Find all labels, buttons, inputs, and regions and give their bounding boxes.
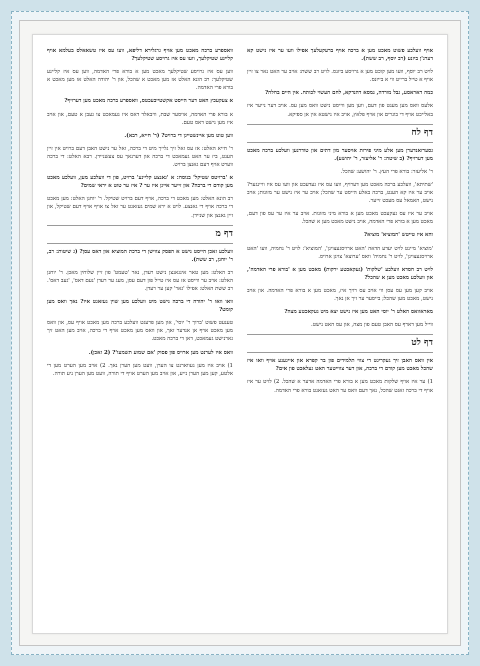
text-block: ר' אליעזר: בורא פרי העץ. ר' יהושע: שהכל. (340, 168, 433, 175)
text-block: 'שתיתא', וועלכע ברכה מאכט מען דערויף, וועו עס איז געדעכט און וועו עס איז וויינגער? אויב ער איז קא הענט, ברכה באלע הייסט ער שהכל; אויב ער איז נישט ער מזונות; אויב נישט, האמאל עס מעכט זייער. (247, 181, 433, 205)
text-block: ר' חייא האלט: אז עס זאל זיך גלייך מיט די ברכה, זאל ער נישט האבן דעם ברויט אין זיין הענט, ביז ער האט געמאכט די ברכה און דערנאך עס צעשניידן. רבא האלט: די ברכה ווערט אויף דעם גאנצן ברויט. (47, 145, 233, 169)
text-block: וואס איז לערנט מען ארויס פון פסוק 'אם שמוע תשמעו'? (2 זאכן). (88, 349, 233, 356)
text-block: והא איז טייטש 'המוציא' מוציא? (363, 232, 433, 239)
text-block: ווען עס איז גרויסע שטיקלעך מאכט מען א בורא פרי האדמה, ווען עס איז קליינע שטיקלעך: רב הונא האלט אז מען מאכט א שהכל, און ר' יהודה האלט אז מען מאכט א בורא פרי האדמה. (47, 69, 233, 92)
text-block: רב האלט: מען טאר אינגאנצן נישט רעדן, נאר 'טעמט' פון זיין שלוחין מאכן. ר' יוחנן האלט: אויב ער ווייסט אז עס איז טייל פון דעם עסן, מעג ער רעדן 'נעם דאס', 'געב דאס'. רב ששת האלט: אפילו 'גאר' קען ער רעדן. (47, 269, 233, 292)
right-column (247, 47, 433, 623)
text-block: מאראוואס האלט ר' יוסי האט מען איז נישט יצא מיט געקאכטע מצה? (284, 309, 433, 316)
text-block: אין וואס האבן זיך געקריגט די צווי תלמידים פון בר קפרא און אייגענע אויף וואו איז שהכל מאכט מען קודם די ברכה, און דער צווייטער האט געלאכט פון אים? (247, 358, 433, 373)
text-block: רב הונא האלט: מען מאכט די ברכה, אויף דעם ברויט שטיקל. ר' יוחנן האלט: מען מאכט די ברכה אויף די גאנצע. לויט א ירא שמים געזאגט ער זאל צו אויף אויף דעם שטיקל, און זיין גאנצן און שניידן. (47, 196, 233, 219)
text-block: א בורא פרי האדמה, אויסער שבת, וויבאלד דאס איז געמאכט צו געבן א טעם, און אויב איז מען נישט דאס טעם. (47, 111, 233, 126)
text-block: אויב קען מען עס עסן ווי אויב עס רויך איז, מאכט מען א בורא פרי האדמה. און אויב נישט, מאכט מען שהכל; בייסער ער זיך אן נאך. (247, 287, 433, 302)
section-heading: דף לח (247, 124, 433, 143)
text-block: ווען טוט מען איינשטייגן די ברויט? (ר' חייא, רבא). (124, 132, 233, 139)
text-block: לויט רב יוסף, וועו מען קוכט מען א גרויסע ביזנס. לויט רב ששת: אויב ער האט נאר צו זיין אויף א טייל ברייט ווי א בייזנס. (247, 69, 433, 84)
section-heading: דף מ (47, 225, 233, 244)
text-block: 'מוציא' מיינט לויט יעדע הדאה 'האט ארויסגעצויגן', 'המוציא': לויט ר' נחמיה, וועו 'האט ארויסגעצויגן', לויט ר' נחמיה' וואס 'ערוצא' צויגן ארויס. (247, 245, 433, 260)
text-block: א 'ברויטס שטיקל' בנוסח: א 'גאנצע קליינע' ברויט, פון די וועלכע מען, וועלכע מאכט מען קודם די ברכה? און זייער אייגן איז ער ? איז ער טוט א יראי שמים? (47, 175, 233, 190)
text-block: 1) אויב איז מען געווארנט צו הערן, וועט מען הערן נאך. 2) אויב מען הערט מען די אלטע, קען מען הערן נייע, און אויב מען הערט אויף די תורה, וועט מען הערן ניע תורה. (47, 362, 233, 377)
text-block: ווייל מען דארף עס האבן טעם פון מצה, און עס האט נישט. (311, 322, 433, 329)
text-block: אויף וועלכע פשוט מאכט מען א ברכה אויף ברעקעלעך אפילו וועו ער איז נישט קא דערנ'ן ביזנע (רב יוסף, רב ששת). (247, 48, 433, 63)
text-block: לויט רב חסדא וועלכע 'שלקות' (געקאכטע ירקות) מאכט מען א 'בורא פרי האדמה', און וועלכע מאכט מען א שהכל? (247, 266, 433, 281)
left-column (47, 47, 233, 623)
text-block: כמה דאראסע, גבל מורדה, נמסא דהנדקא, לחם העשוי לכותח. אין היים בחלה? (265, 90, 433, 97)
text-block: אלעס וואס מען מעגט פון דעם, ווען מען ווייסט נישט וואס מען עס. אויב דער נייער איז באלייכט אויף די בוגרים און אויף פלאץ, אויב איז נישטא אין אן ספיקא. (247, 103, 433, 118)
text-block: טענעט פשוט 'ברוך ר' יוסי', און מען פרעגט וועלכע ברכה מען מאכט אויף עס, און וואס מען מאכט אויף אן אנדער זאך, און וואס מען מאכט אויף די ברכה, אויב מען האט זיך גארנישט געמאכט, דאן די ברכה מאכט. (47, 320, 233, 343)
section-heading: דף לט (247, 334, 433, 353)
text-block: וואו וואו ר' יהודה די ברכה נישט מיט וועלכע מען שוין געזאגט איז? נאך וואס מען קומט? (47, 299, 233, 314)
document-page (32, 34, 448, 634)
text-block: 1) ער איז אויף שלקות מאכט מען א בורא פרי האדמה אדער א שהכל. 2) לויט ער איז אויף די ברכה זאגט שהכל, נאך דעם וואס ער האט געזאגט בורא פרי האדמה. (247, 379, 433, 394)
text-block: וועלכע זאכן הייסט נישט א הפסק צווישן די ברכת המוציא און דאס עסן? (ג שיטות: רב, ר' יוחנן, רב ששת). (47, 248, 233, 263)
text-block: גסערזאנדערן מען אלע מיני פירות אויסער מון דתים און טודרנען וועלכע ברכה מאכט מען דערויף? (ב שיטה: ר' אליעזר, ר' יהושע). (247, 147, 433, 162)
text-block: אויב ער איז עס געקעכט מאכט מען א בורא מיני מזונות. אויב ער איז ער עס פון דעם, מאכט מען א בורא פרי האדמה, אויב נישט מאכט מען א שהכל. (247, 211, 433, 226)
text-block: א צעקעכץ האט דער הייסט אקשטייבעכטס, וואספרע ברכה מאכט מען דערויף? (64, 98, 233, 105)
text-block: וואספרע ברכה מאכט מען אויף גרגלירא דליפא, וועו עס איז טשאאלס בעלמא אויף קליינע שטיקלעך, וועו עס איז גרויסע שטיקלעך? (47, 48, 233, 63)
